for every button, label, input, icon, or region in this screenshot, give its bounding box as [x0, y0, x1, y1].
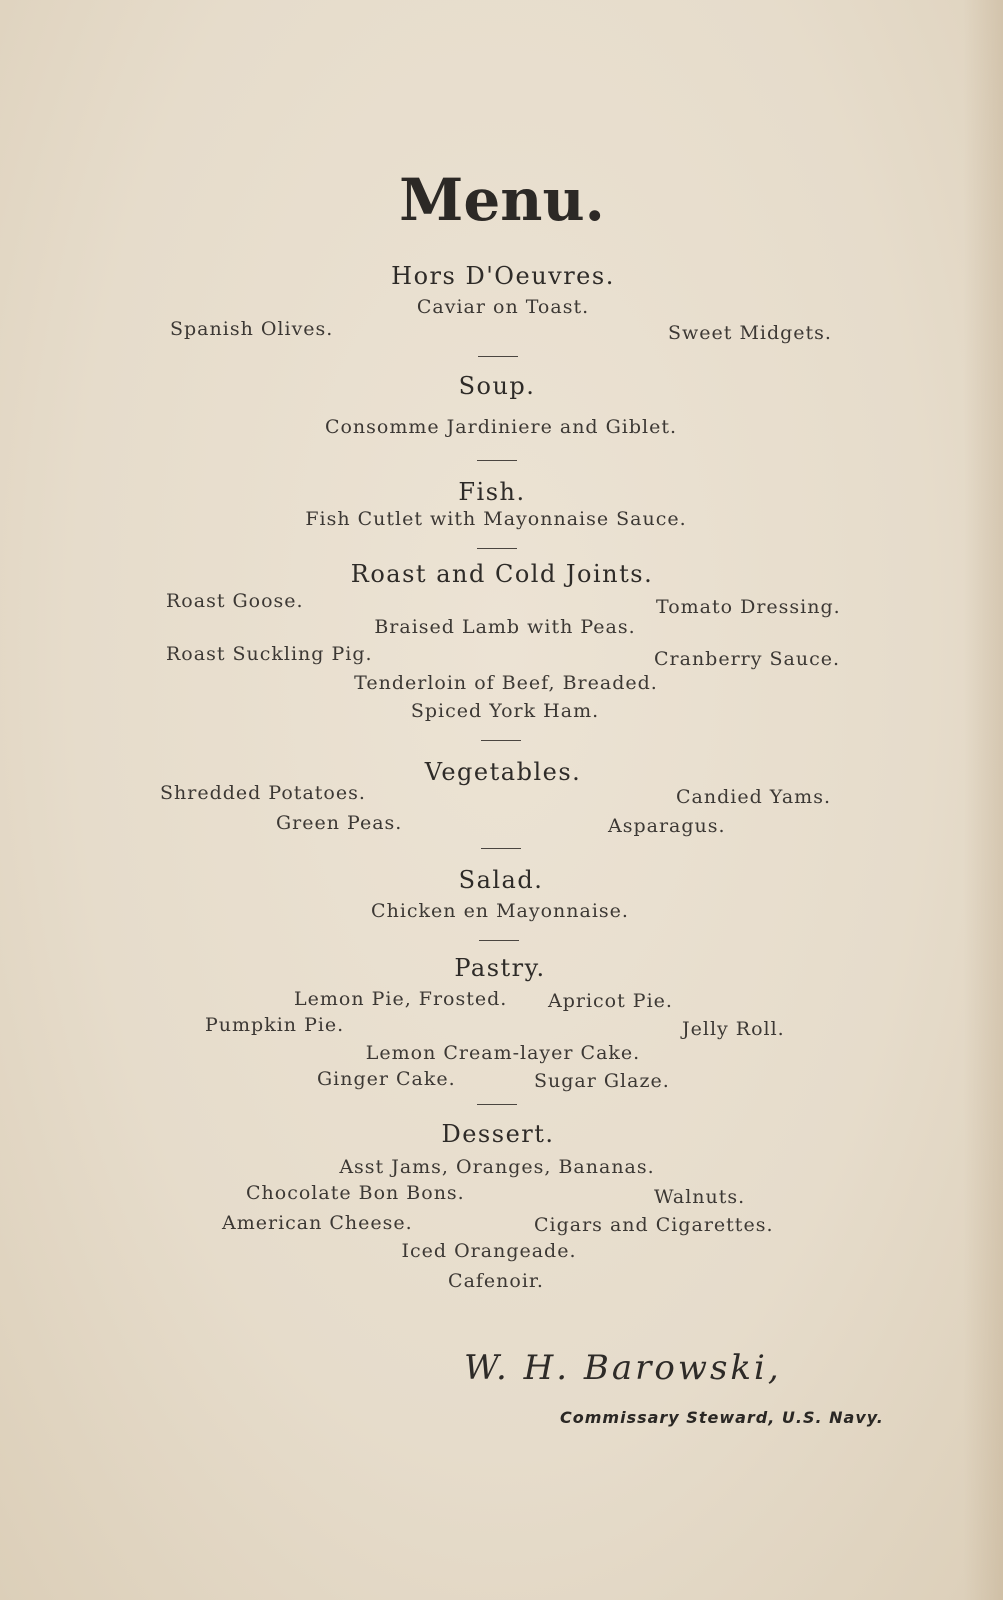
steward-title: Commissary Steward, U.S. Navy. [560, 1408, 884, 1427]
section-divider [477, 548, 517, 549]
menu-item-american-cheese: American Cheese. [222, 1212, 413, 1234]
menu-item-ginger-cake: Ginger Cake. [317, 1068, 456, 1090]
section-heading-hors-doeuvres: Hors D'Oeuvres. [391, 262, 615, 290]
section-heading-dessert: Dessert. [441, 1120, 555, 1148]
menu-item-chicken-mayonnaise: Chicken en Mayonnaise. [371, 900, 629, 922]
section-divider [477, 1104, 517, 1105]
menu-item-midgets: Sweet Midgets. [668, 322, 832, 344]
menu-item-iced-orangeade: Iced Orangeade. [401, 1240, 577, 1262]
menu-item-caviar: Caviar on Toast. [416, 296, 590, 318]
section-divider [477, 460, 517, 461]
section-divider [479, 940, 519, 941]
menu-item-shredded-potatoes: Shredded Potatoes. [160, 782, 366, 804]
section-heading-roast: Roast and Cold Joints. [350, 560, 654, 588]
menu-item-tomato-dressing: Tomato Dressing. [656, 596, 841, 618]
menu-item-consomme: Consomme Jardiniere and Giblet. [324, 416, 678, 438]
section-heading-soup: Soup. [458, 372, 536, 400]
menu-item-fish-cutlet: Fish Cutlet with Mayonnaise Sauce. [305, 508, 687, 530]
menu-item-roast-goose: Roast Goose. [166, 590, 304, 612]
menu-item-chocolate-bon-bons: Chocolate Bon Bons. [246, 1182, 465, 1204]
section-divider [478, 356, 518, 357]
menu-item-cafe-noir: Cafenoir. [448, 1270, 544, 1292]
section-divider [481, 740, 521, 741]
menu-item-olives: Spanish Olives. [170, 318, 334, 340]
menu-item-sugar-glaze: Sugar Glaze. [534, 1070, 670, 1092]
menu-item-pumpkin-pie: Pumpkin Pie. [205, 1014, 345, 1036]
menu-item-braised-lamb: Braised Lamb with Peas. [374, 616, 636, 638]
menu-item-suckling-pig: Roast Suckling Pig. [166, 643, 373, 665]
section-heading-salad: Salad. [458, 866, 544, 894]
page-title: Menu. [399, 166, 605, 234]
menu-item-cigars: Cigars and Cigarettes. [534, 1214, 774, 1236]
menu-item-apricot-pie: Apricot Pie. [548, 990, 673, 1012]
section-divider [481, 848, 521, 849]
menu-item-jelly-roll: Jelly Roll. [682, 1018, 785, 1040]
menu-item-walnuts: Walnuts. [654, 1186, 746, 1208]
menu-item-york-ham: Spiced York Ham. [410, 700, 600, 722]
menu-item-candied-yams: Candied Yams. [676, 786, 831, 808]
menu-item-assorted-jams: Asst Jams, Oranges, Bananas. [339, 1156, 655, 1178]
section-heading-pastry: Pastry. [454, 954, 546, 982]
section-heading-vegetables: Vegetables. [424, 758, 582, 786]
section-heading-fish: Fish. [458, 478, 526, 506]
menu-item-cranberry-sauce: Cranberry Sauce. [654, 648, 841, 670]
menu-item-tenderloin: Tenderloin of Beef, Breaded. [354, 672, 658, 694]
menu-item-lemon-cream-cake: Lemon Cream-layer Cake. [365, 1042, 641, 1064]
menu-item-green-peas: Green Peas. [276, 812, 403, 834]
menu-item-lemon-pie: Lemon Pie, Frosted. [294, 988, 508, 1010]
steward-signature: W. H. Barowski, [464, 1348, 782, 1388]
menu-item-asparagus: Asparagus. [608, 815, 726, 837]
